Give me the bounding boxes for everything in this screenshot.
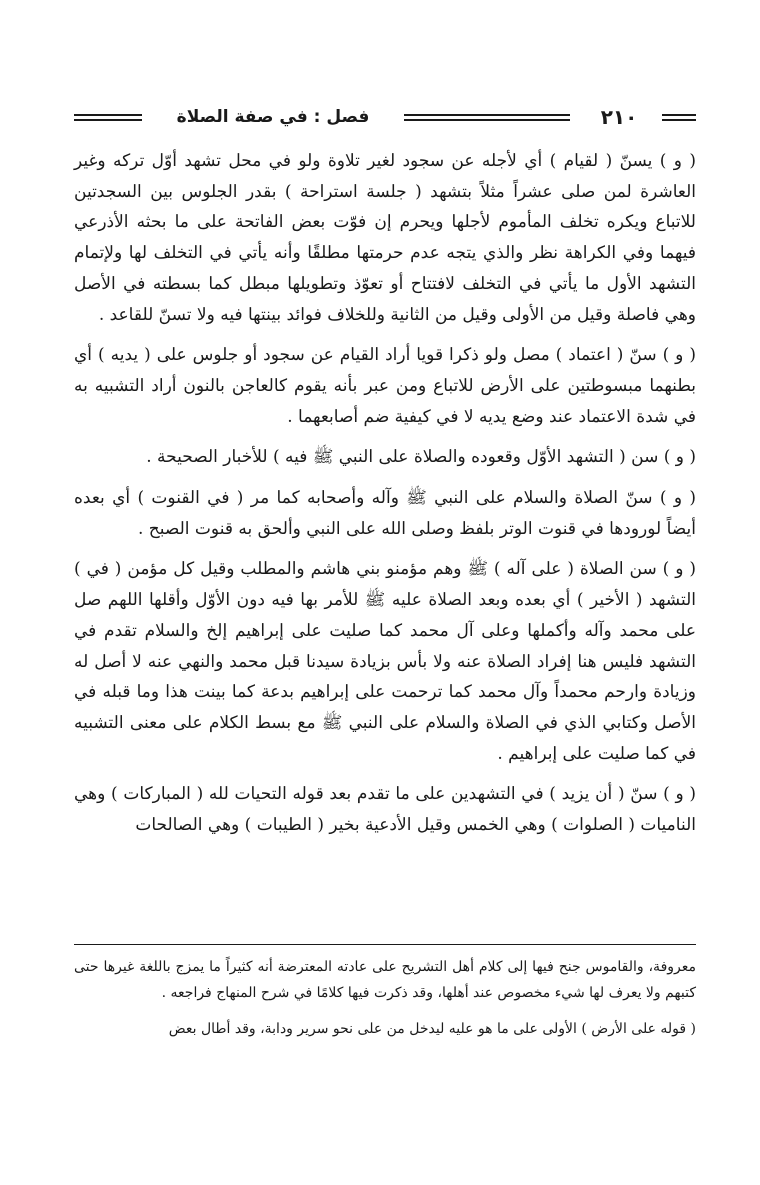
paragraph: ( و ) سن الصلاة ( على آله ) ﷺ وهم مؤمنو بني هاشم والمطلب وقيل كل مؤمن ( في ) التشهد ( الأخير ) أي بعده وبعد الصلاة عليه ﷺ للأمر بها فيه دون الأوّل وأقلها اللهم صل على محمد وآله وأكملها وعلى آل محمد كما صليت على إبراهيم إلخ والسلام تقدم في التشهد فليس هنا إفراد الصلاة عنه ولا بأس بزيادة سيدنا قبل محمد والنهي عنه لا أصل له وزيادة وارحم محمداً وآل محمد كما ترحمت على إبراهيم بدعة كما بينت هذا وما قبله في الأصل وكتابي الذي في الصلاة والسلام على النبي ﷺ مع بسط الكلام على معنى التشبيه في كما صليت على إبراهيم . [74, 559, 696, 764]
header-rule-middle [404, 114, 570, 121]
footnote: ( قوله على الأرض ) الأولى على ما هو عليه ليدخل من على نحو سرير ودابة، وقد أطال بعض [168, 1021, 696, 1037]
footnote-divider [74, 944, 696, 945]
main-text [74, 146, 696, 841]
paragraph: ( و ) سنّ الصلاة والسلام على النبي ﷺ وآله وأصحابه كما مر ( في القنوت ) أي بعده أيضاً لورودها في قنوت الوتر بلفظ وصلى الله على النبي وألحق به قنوت الصبح . [74, 488, 696, 539]
paragraph: ( و ) سن ( التشهد الأوّل وقعوده والصلاة على النبي ﷺ فيه ) للأخبار الصحيحة . [146, 447, 696, 468]
running-header [74, 102, 696, 132]
paragraph: ( و ) سنّ ( اعتماد ) مصل ولو ذكرا قويا أراد القيام عن سجود أو جلوس على ( يديه ) أي بطنهما مبسوطتين على الأرض للاتباع ومن عبر بأنه يقوم كالعاجن بالنون أراد التشبيه به في شدة الاعتماد عند وضع يديه لا في كيفية ضم أصابعهما . [74, 345, 696, 427]
footnotes [74, 954, 696, 1052]
chapter-title: فصل : في صفة الصلاة [176, 107, 370, 127]
footnote: معروفة، والقاموس جنح فيها إلى كلام أهل التشريح على عادته المعترضة أنه كثيراً ما يمزج باللغة غيرها حتى كتبهم ولا يعرف لها شيء مخصوص عند أهلها، وقد ذكرت فيها كلامًا في شرح المنهاج فراجعه . [74, 959, 696, 1001]
paragraph: ( و ) يسنّ ( لقيام ) أي لأجله عن سجود لغير تلاوة ولو في محل تشهد أوّل تركه وغير العاشرة لمن صلى عشراً مثلاً بتشهد ( جلسة استراحة ) بقدر الجلوس بين السجدتين للاتباع ويكره تخلف المأموم لأجلها ويحرم إن فوّت بعض الفاتحة على ما بحثه الأذرعي فيهما وفي الكراهة نظر والذي يتجه عدم حرمتها مطلقًا وأنه يأتي في التخلف لها ولإتمام التشهد الأول ما يأتي في التخلف لافتتاح أو تعوّذ وتطويلها مبطل كما بسطته في الأصل وهي فاصلة وقيل من الأولى وقيل من الثانية وللخلاف فوائد بينتها فيه ولا تسنّ للقاعد . [74, 151, 696, 325]
header-rule-left [74, 114, 142, 121]
header-rule-right [662, 114, 696, 121]
paragraph: ( و ) سنّ ( أن يزيد ) في التشهدين على ما تقدم بعد قوله التحيات لله ( المباركات ) وهي الناميات ( الصلوات ) وهي الخمس وقيل الأدعية بخير ( الطيبات ) وهي الصالحات [74, 784, 696, 836]
page-number: ٢١٠ [600, 105, 638, 129]
